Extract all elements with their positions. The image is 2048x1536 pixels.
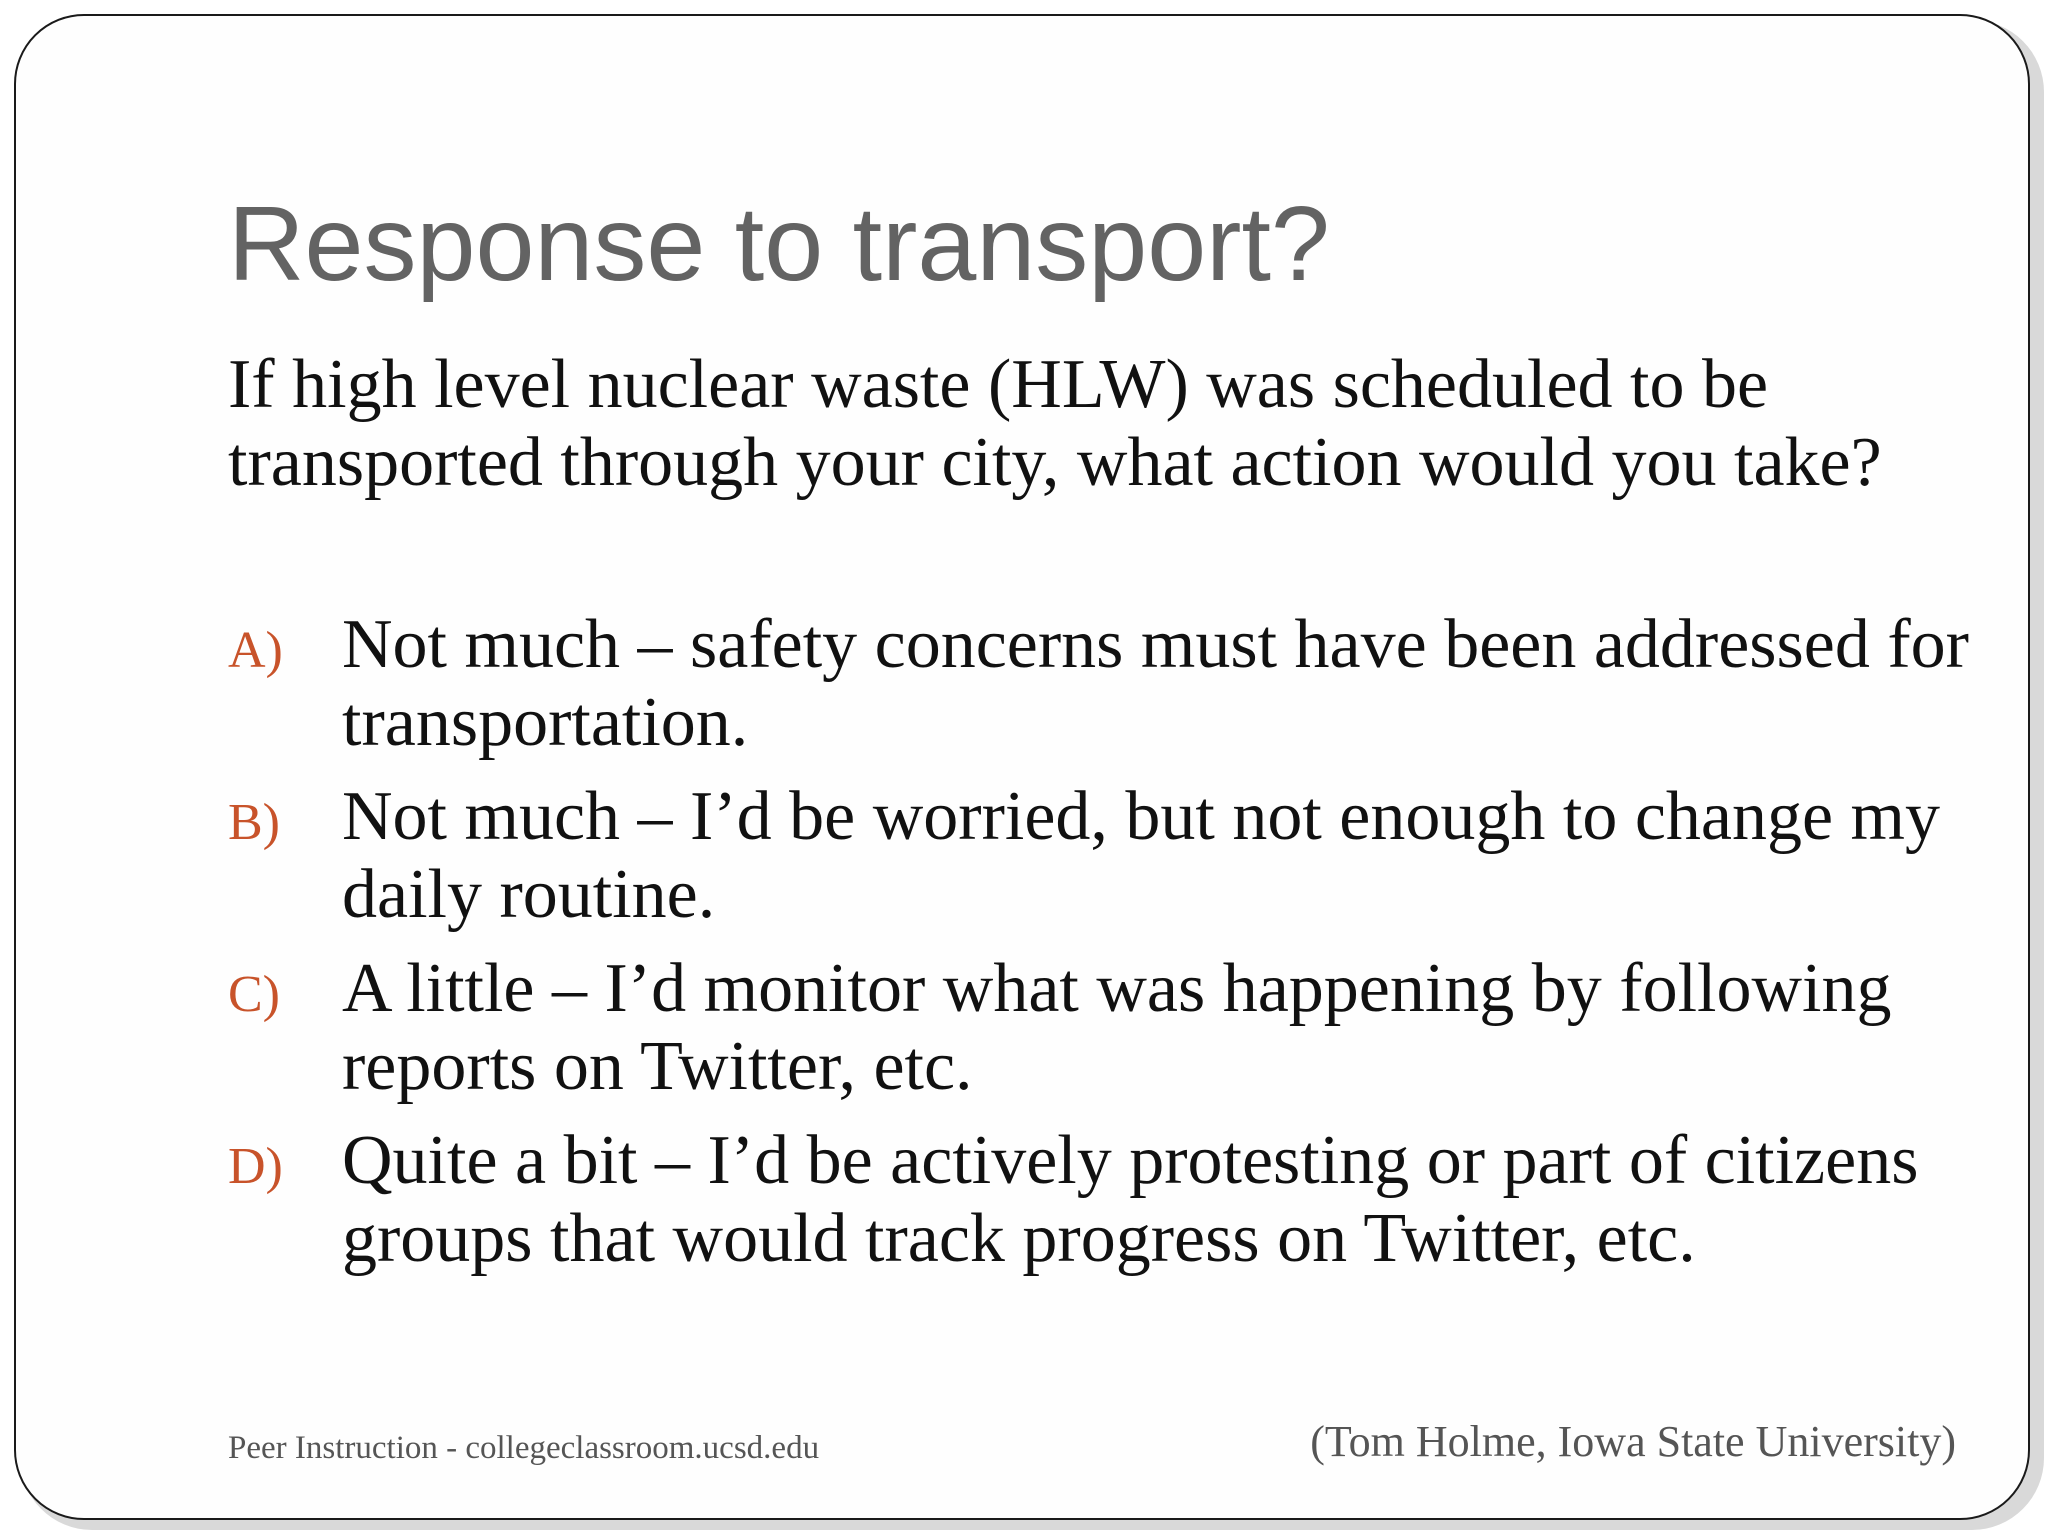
option-letter: D): [228, 1138, 283, 1195]
option-d: [228, 1122, 2028, 1278]
option-b: [228, 778, 2028, 934]
slide: [14, 14, 2030, 1520]
option-letter: A): [228, 622, 283, 679]
option-text: Not much – safety concerns must have been addressed for transportation.: [342, 606, 1969, 761]
option-a: [228, 606, 2028, 762]
question-text: If high level nuclear waste (HLW) was scheduled to be transported through your city, what action would you take?: [228, 346, 1882, 501]
option-text: Quite a bit – I’d be actively protesting or part of citizens groups that would track progress on Twitter, etc.: [342, 1122, 1919, 1277]
option-c: [228, 950, 2028, 1106]
option-text: Not much – I’d be worried, but not enough to change my daily routine.: [342, 778, 1940, 933]
slide-title: Response to transport?: [228, 185, 1330, 303]
answer-options: [228, 606, 2028, 1294]
option-letter: B): [228, 794, 280, 851]
credit-text: (Tom Holme, Iowa State University): [1310, 1417, 1956, 1466]
footer-source: Peer Instruction - collegeclassroom.ucsd.edu: [228, 1430, 820, 1466]
option-text: A little – I’d monitor what was happening by following reports on Twitter, etc.: [342, 950, 1892, 1105]
option-letter: C): [228, 966, 280, 1023]
